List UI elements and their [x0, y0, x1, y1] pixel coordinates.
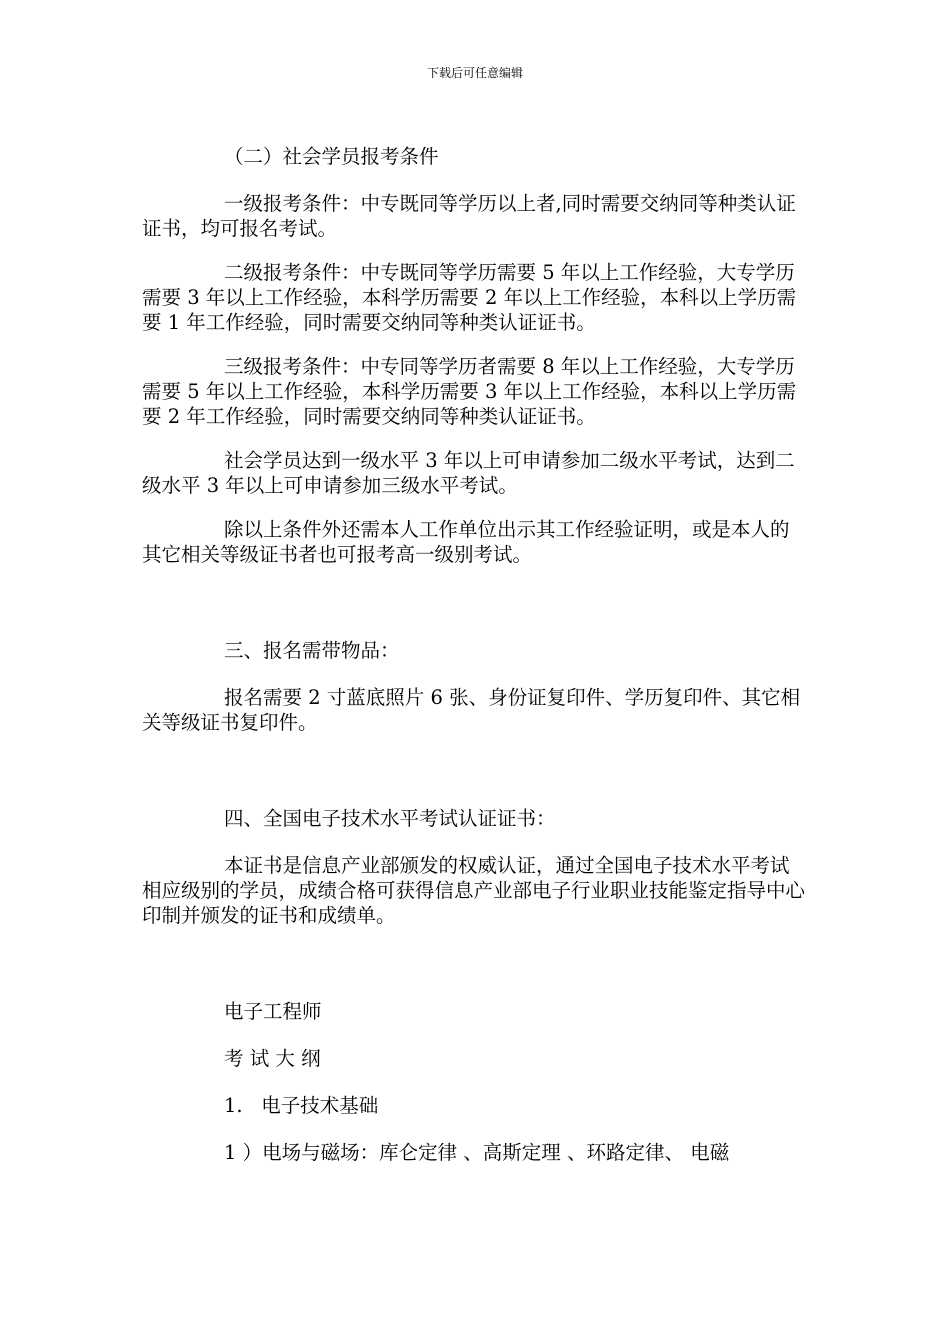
level2-conditions: 二级报考条件：中专既同等学历需要 5 年以上工作经验，大专学历需要 3 年以上工作经验，本科学历需要 2 年以上工作经验，本科以上学历需要 1 年工作经验，同时需要交纳同等种类认证证书。	[142, 261, 797, 334]
outline-item-1: 1. 电子技术基础	[224, 1094, 379, 1117]
section3-title: 三、报名需带物品：	[224, 639, 400, 662]
level1-conditions: 一级报考条件：中专既同等学历以上者,同时需要交纳同等种类认证证书，均可报名考试。	[142, 192, 796, 240]
section3-body: 报名需要 2 寸蓝底照片 6 张、身份证复印件、学历复印件、其它相关等级证书复印件。	[142, 686, 801, 734]
level3-conditions: 三级报考条件：中专同等学历者需要 8 年以上工作经验，大专学历需要 5 年以上工作经验，本科学历需要 3 年以上工作经验，本科以上学历需要 2 年工作经验，同时需要交纳同等种类认证证书。	[142, 355, 797, 428]
page-header: 下载后可任意编辑	[426, 66, 523, 80]
spacer	[142, 754, 806, 806]
outline-item-1-1: 1 ）电场与磁场：库仑定律 、高斯定理 、环路定律、 电磁	[224, 1141, 730, 1164]
upgrade-rule: 社会学员达到一级水平 3 年以上可申请参加二级水平考试，达到二级水平 3 年以上可申请参加三级水平考试。	[142, 449, 795, 497]
spacer	[142, 586, 806, 638]
section4-title: 四、全国电子技术水平考试认证证书：	[224, 807, 556, 830]
outline-title: 电子工程师	[224, 1000, 322, 1023]
document-body	[142, 144, 806, 1187]
spacer	[142, 947, 806, 999]
section2-title: （二）社会学员报考条件	[224, 145, 439, 168]
other-conditions: 除以上条件外还需本人工作单位出示其工作经验证明，或是本人的其它相关等级证书者也可报考高一级别考试。	[142, 518, 790, 566]
section4-body: 本证书是信息产业部颁发的权威认证，通过全国电子技术水平考试相应级别的学员，成绩合格可获得信息产业部电子行业职业技能鉴定指导中心印制并颁发的证书和成绩单。	[142, 854, 806, 927]
outline-subtitle: 考 试 大 纲	[224, 1047, 321, 1070]
